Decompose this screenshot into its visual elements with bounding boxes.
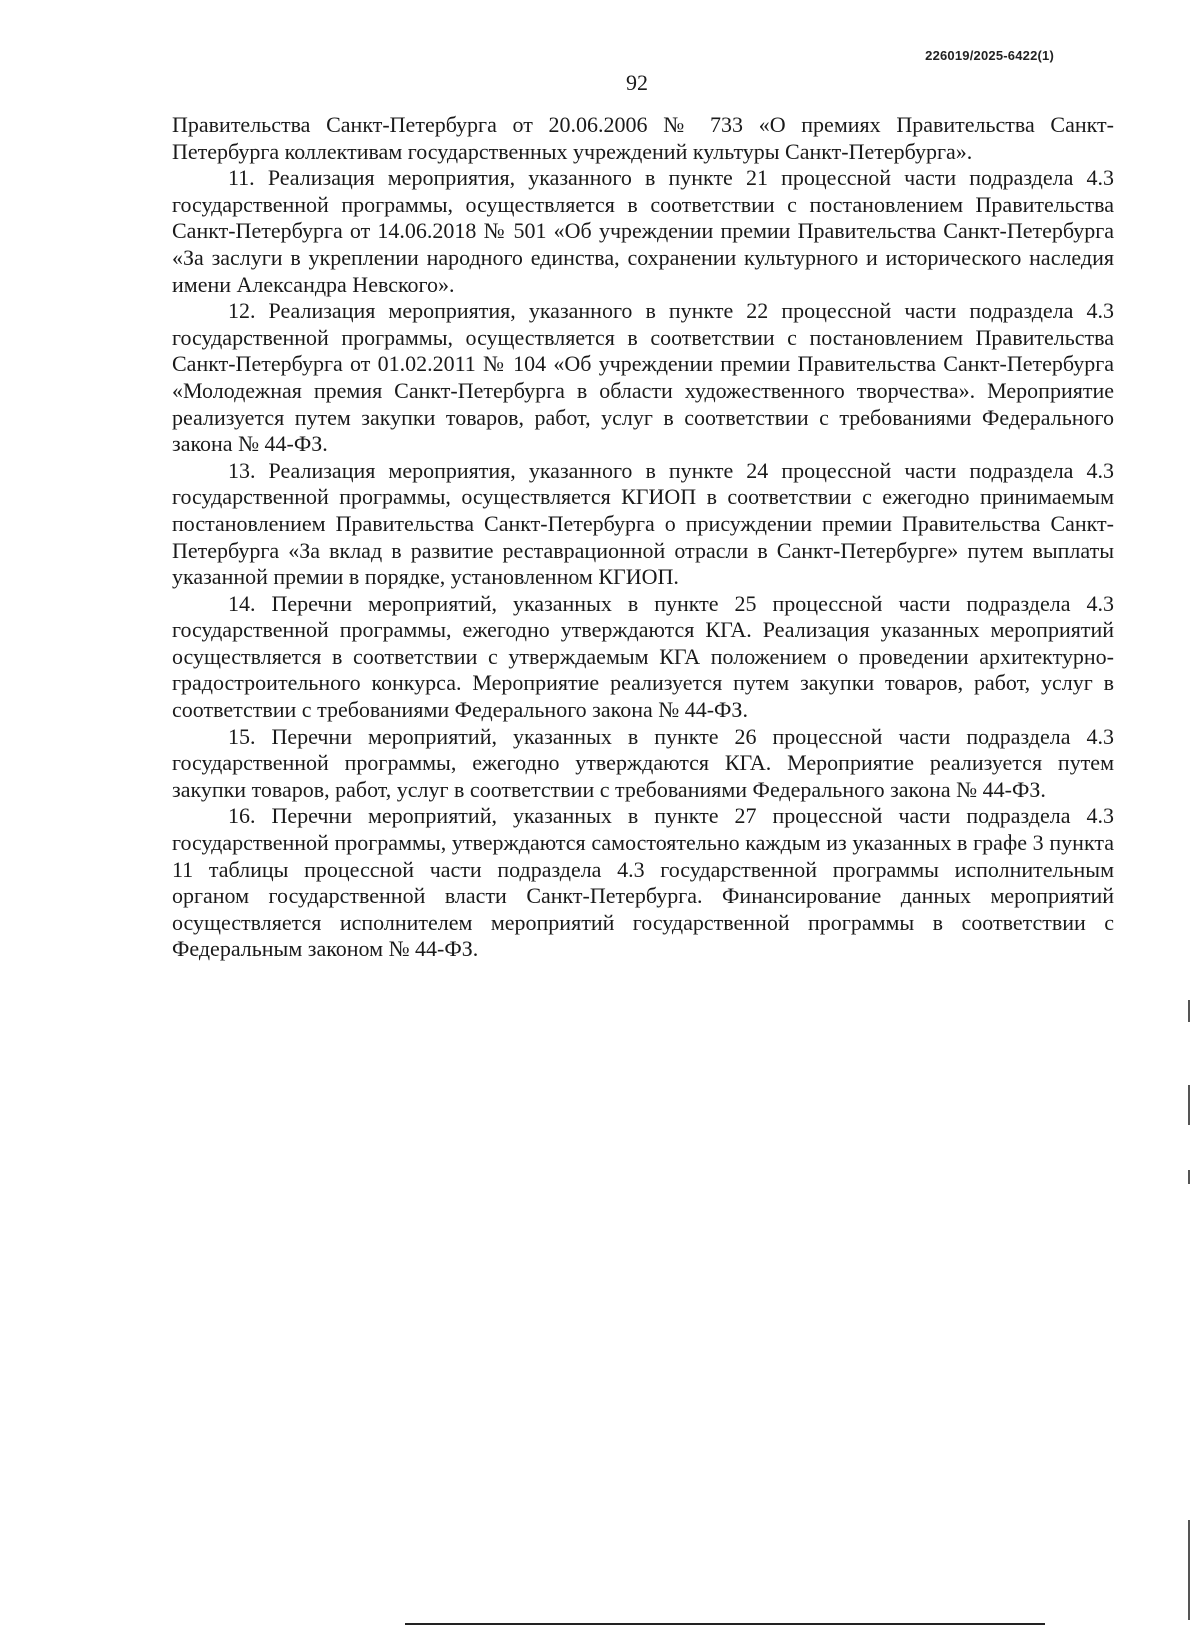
scan-edge-mark: [1188, 1520, 1190, 1620]
scan-edge-mark: [1188, 1170, 1190, 1184]
paragraph-14: 14. Перечни мероприятий, указанных в пункте 25 процессной части подраздела 4.3 государственной программы, ежегодно утверждаются КГА. Реализация указанных мероприятий осуществляется в соответствии с утверждаемым КГА положением о проведении архитектурно-градостроительного конкурса. Мероприятие реализуется путем закупки товаров, работ, услуг в соответствии с требованиями Федерального закона № 44-ФЗ.: [172, 590, 1114, 723]
paragraph-16: 16. Перечни мероприятий, указанных в пункте 27 процессной части подраздела 4.3 государственной программы, утверждаются самостоятельно каждым из указанных в графе 3 пункта 11 таблицы процессной части подраздела 4.3 государственной программы исполнительным органом государственной власти Санкт-Петербурга. Финансирование данных мероприятий осуществляется исполнителем мероприятий государственной программы в соответствии с Федеральным законом № 44-ФЗ.: [172, 803, 1114, 962]
paragraph-continuation: Правительства Санкт-Петербурга от 20.06.2006 № 733 «О премиях Правительства Санкт-Петербурга коллективам государственных учреждений культуры Санкт-Петербурга».: [172, 112, 1114, 164]
document-id: 226019/2025-6422(1): [925, 48, 1054, 63]
page-number: 92: [626, 70, 648, 95]
paragraph-13: 13. Реализация мероприятия, указанного в пункте 24 процессной части подраздела 4.3 государственной программы, осуществляется КГИОП в соответствии с ежегодно принимаемым постановлением Правительства Санкт-Петербурга о присуждении премии Правительства Санкт-Петербурга «За вклад в развитие реставрационной отрасли в Санкт-Петербурге» путем выплаты указанной премии в порядке, установленном КГИОП.: [172, 457, 1114, 590]
paragraph-11: 11. Реализация мероприятия, указанного в пункте 21 процессной части подраздела 4.3 государственной программы, осуществляется в соответствии с постановлением Правительства Санкт-Петербурга от 14.06.2018 № 501 «Об учреждении премии Правительства Санкт-Петербурга «За заслуги в укреплении народного единства, сохранении культурного и исторического наследия имени Александра Невского».: [172, 165, 1114, 297]
paragraph-12: 12. Реализация мероприятия, указанного в пункте 22 процессной части подраздела 4.3 государственной программы, осуществляется в соответствии с постановлением Правительства Санкт-Петербурга от 01.02.2011 № 104 «Об учреждении премии Правительства Санкт-Петербурга «Молодежная премия Санкт-Петербурга в области художественного творчества». Мероприятие реализуется путем закупки товаров, работ, услуг в соответствии с требованиями Федерального закона № 44-ФЗ.: [172, 298, 1114, 457]
scan-edge-mark: [1188, 1085, 1190, 1125]
scan-edge-mark: [1188, 1000, 1190, 1022]
document-body: [172, 112, 1114, 963]
scan-bottom-edge: [405, 1623, 1045, 1625]
paragraph-15: 15. Перечни мероприятий, указанных в пункте 26 процессной части подраздела 4.3 государственной программы, ежегодно утверждаются КГА. Мероприятие реализуется путем закупки товаров, работ, услуг в соответствии с требованиями Федерального закона № 44-ФЗ.: [172, 723, 1114, 802]
